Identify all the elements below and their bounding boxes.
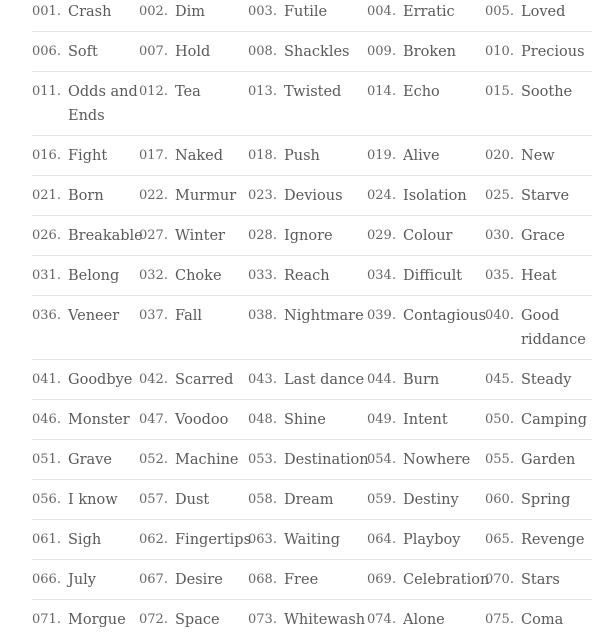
prompt-cell bbox=[32, 256, 139, 296]
prompt-word: Nightmare bbox=[284, 304, 366, 328]
prompt-word: Grave bbox=[68, 448, 138, 472]
prompt-word: Destiny bbox=[403, 488, 485, 512]
prompt-number: 027. bbox=[139, 224, 175, 248]
prompt-number: 016. bbox=[32, 144, 68, 168]
prompt-number: 067. bbox=[139, 568, 175, 592]
prompt-word: Alive bbox=[403, 144, 485, 168]
prompt-cell bbox=[367, 72, 485, 136]
table-row bbox=[32, 256, 592, 296]
prompt-number: 039. bbox=[367, 304, 403, 328]
prompt-cell bbox=[485, 0, 592, 32]
table-row bbox=[32, 600, 592, 639]
prompt-number: 047. bbox=[139, 408, 175, 432]
prompt-cell bbox=[485, 216, 592, 256]
prompt-cell bbox=[367, 520, 485, 560]
prompt-word: Intent bbox=[403, 408, 485, 432]
prompt-number: 068. bbox=[248, 568, 284, 592]
prompt-cell bbox=[248, 440, 367, 480]
prompt-cell bbox=[248, 256, 367, 296]
prompt-number: 048. bbox=[248, 408, 284, 432]
prompt-word: Futile bbox=[284, 0, 366, 24]
prompt-word: Naked bbox=[175, 144, 247, 168]
prompt-word: Revenge bbox=[521, 528, 591, 552]
prompt-cell bbox=[32, 72, 139, 136]
prompt-word: Spring bbox=[521, 488, 591, 512]
prompt-cell bbox=[32, 0, 139, 32]
table-row bbox=[32, 136, 592, 176]
prompt-word: Dream bbox=[284, 488, 366, 512]
prompt-word: Scarred bbox=[175, 368, 247, 392]
prompt-number: 032. bbox=[139, 264, 175, 288]
prompt-word: Shackles bbox=[284, 40, 366, 64]
table-row bbox=[32, 360, 592, 400]
prompt-cell bbox=[139, 32, 248, 72]
prompt-number: 043. bbox=[248, 368, 284, 392]
prompt-cell bbox=[367, 0, 485, 32]
prompt-word: Colour bbox=[403, 224, 485, 248]
prompt-table bbox=[32, 0, 592, 639]
prompt-number: 030. bbox=[485, 224, 521, 248]
prompt-cell bbox=[248, 176, 367, 216]
table-row bbox=[32, 296, 592, 360]
prompt-number: 012. bbox=[139, 80, 175, 104]
prompt-word: Reach bbox=[284, 264, 366, 288]
prompt-cell bbox=[367, 440, 485, 480]
prompt-number: 022. bbox=[139, 184, 175, 208]
prompt-number: 049. bbox=[367, 408, 403, 432]
prompt-number: 003. bbox=[248, 0, 284, 24]
prompt-word: Starve bbox=[521, 184, 591, 208]
prompt-cell bbox=[139, 360, 248, 400]
prompt-cell bbox=[139, 256, 248, 296]
prompt-number: 021. bbox=[32, 184, 68, 208]
prompt-number: 007. bbox=[139, 40, 175, 64]
prompt-word: Nowhere bbox=[403, 448, 485, 472]
prompt-word: Dust bbox=[175, 488, 247, 512]
prompt-cell bbox=[139, 72, 248, 136]
table-row bbox=[32, 480, 592, 520]
prompt-number: 025. bbox=[485, 184, 521, 208]
prompt-word: Playboy bbox=[403, 528, 485, 552]
prompt-cell bbox=[32, 136, 139, 176]
prompt-word: Coma bbox=[521, 608, 591, 632]
prompt-number: 018. bbox=[248, 144, 284, 168]
prompt-word: Alone bbox=[403, 608, 485, 632]
table-row bbox=[32, 560, 592, 600]
prompt-number: 062. bbox=[139, 528, 175, 552]
prompt-word: Garden bbox=[521, 448, 591, 472]
prompt-number: 014. bbox=[367, 80, 403, 104]
table-row bbox=[32, 0, 592, 32]
prompt-number: 065. bbox=[485, 528, 521, 552]
prompt-word: Soft bbox=[68, 40, 138, 64]
prompt-word: Echo bbox=[403, 80, 485, 104]
prompt-word: Last dance bbox=[284, 368, 366, 392]
prompt-cell bbox=[32, 216, 139, 256]
prompt-word: Breakable bbox=[68, 224, 138, 248]
prompt-number: 060. bbox=[485, 488, 521, 512]
prompt-word: Born bbox=[68, 184, 138, 208]
prompt-number: 008. bbox=[248, 40, 284, 64]
prompt-cell bbox=[367, 176, 485, 216]
prompt-number: 024. bbox=[367, 184, 403, 208]
table-row bbox=[32, 440, 592, 480]
prompt-word: Twisted bbox=[284, 80, 366, 104]
prompt-word: Loved bbox=[521, 0, 591, 24]
prompt-number: 037. bbox=[139, 304, 175, 328]
prompt-number: 050. bbox=[485, 408, 521, 432]
prompt-cell bbox=[367, 296, 485, 360]
prompt-cell bbox=[32, 600, 139, 639]
prompt-number: 052. bbox=[139, 448, 175, 472]
prompt-cell bbox=[139, 560, 248, 600]
prompt-word: Fall bbox=[175, 304, 247, 328]
prompt-number: 031. bbox=[32, 264, 68, 288]
prompt-word: Morgue bbox=[68, 608, 138, 632]
prompt-cell bbox=[32, 480, 139, 520]
prompt-number: 054. bbox=[367, 448, 403, 472]
prompt-cell bbox=[485, 560, 592, 600]
prompt-cell bbox=[485, 600, 592, 639]
prompt-word: Waiting bbox=[284, 528, 366, 552]
prompt-number: 002. bbox=[139, 0, 175, 24]
prompt-number: 061. bbox=[32, 528, 68, 552]
prompt-number: 001. bbox=[32, 0, 68, 24]
prompt-word: Destination bbox=[284, 448, 366, 472]
prompt-cell bbox=[485, 520, 592, 560]
prompt-cell bbox=[248, 520, 367, 560]
prompt-word: Belong bbox=[68, 264, 138, 288]
prompt-cell bbox=[367, 256, 485, 296]
prompt-word: Monster bbox=[68, 408, 138, 432]
prompt-table-body bbox=[32, 0, 592, 639]
prompt-word: Camping bbox=[521, 408, 591, 432]
prompt-cell bbox=[139, 176, 248, 216]
prompt-number: 074. bbox=[367, 608, 403, 632]
prompt-number: 053. bbox=[248, 448, 284, 472]
prompt-cell bbox=[367, 480, 485, 520]
prompt-number: 057. bbox=[139, 488, 175, 512]
prompt-cell bbox=[32, 296, 139, 360]
prompt-number: 009. bbox=[367, 40, 403, 64]
prompt-word: Heat bbox=[521, 264, 591, 288]
prompt-word: Free bbox=[284, 568, 366, 592]
prompt-word: Steady bbox=[521, 368, 591, 392]
prompt-word: Tea bbox=[175, 80, 247, 104]
prompt-number: 044. bbox=[367, 368, 403, 392]
prompt-number: 041. bbox=[32, 368, 68, 392]
table-row bbox=[32, 72, 592, 136]
prompt-cell bbox=[139, 600, 248, 639]
table-row bbox=[32, 176, 592, 216]
prompt-word: Isolation bbox=[403, 184, 485, 208]
prompt-number: 034. bbox=[367, 264, 403, 288]
prompt-word: New bbox=[521, 144, 591, 168]
prompt-number: 023. bbox=[248, 184, 284, 208]
prompt-cell bbox=[367, 400, 485, 440]
prompt-cell bbox=[485, 440, 592, 480]
prompt-number: 045. bbox=[485, 368, 521, 392]
prompt-number: 026. bbox=[32, 224, 68, 248]
table-row bbox=[32, 520, 592, 560]
prompt-word: Contagious bbox=[403, 304, 485, 328]
prompt-cell bbox=[367, 600, 485, 639]
prompt-number: 006. bbox=[32, 40, 68, 64]
prompt-cell bbox=[248, 360, 367, 400]
prompt-number: 029. bbox=[367, 224, 403, 248]
prompt-number: 070. bbox=[485, 568, 521, 592]
prompt-number: 075. bbox=[485, 608, 521, 632]
prompt-cell bbox=[485, 400, 592, 440]
prompt-word: Sigh bbox=[68, 528, 138, 552]
prompt-number: 069. bbox=[367, 568, 403, 592]
prompt-word: Difficult bbox=[403, 264, 485, 288]
prompt-word: Veneer bbox=[68, 304, 138, 328]
prompt-number: 010. bbox=[485, 40, 521, 64]
prompt-cell bbox=[32, 440, 139, 480]
prompt-cell bbox=[248, 32, 367, 72]
prompt-number: 028. bbox=[248, 224, 284, 248]
prompt-cell bbox=[139, 480, 248, 520]
prompt-cell bbox=[32, 32, 139, 72]
prompt-cell bbox=[32, 400, 139, 440]
prompt-cell bbox=[485, 176, 592, 216]
prompt-cell bbox=[248, 216, 367, 256]
prompt-number: 019. bbox=[367, 144, 403, 168]
prompt-cell bbox=[139, 296, 248, 360]
prompt-word: Whitewash bbox=[284, 608, 366, 632]
prompt-cell bbox=[485, 296, 592, 360]
prompt-cell bbox=[139, 440, 248, 480]
prompt-cell bbox=[248, 560, 367, 600]
prompt-word: Goodbye bbox=[68, 368, 138, 392]
prompt-word: I know bbox=[68, 488, 138, 512]
prompt-word: Space bbox=[175, 608, 247, 632]
prompt-word: Winter bbox=[175, 224, 247, 248]
prompt-number: 066. bbox=[32, 568, 68, 592]
prompt-number: 056. bbox=[32, 488, 68, 512]
prompt-word: Broken bbox=[403, 40, 485, 64]
prompt-number: 042. bbox=[139, 368, 175, 392]
prompt-number: 004. bbox=[367, 0, 403, 24]
prompt-number: 058. bbox=[248, 488, 284, 512]
prompt-word: Murmur bbox=[175, 184, 247, 208]
table-row bbox=[32, 400, 592, 440]
prompt-cell bbox=[485, 480, 592, 520]
prompt-number: 017. bbox=[139, 144, 175, 168]
table-row bbox=[32, 32, 592, 72]
prompt-cell bbox=[367, 560, 485, 600]
prompt-word: Dim bbox=[175, 0, 247, 24]
prompt-cell bbox=[485, 72, 592, 136]
prompt-number: 046. bbox=[32, 408, 68, 432]
prompt-cell bbox=[367, 216, 485, 256]
prompt-word: Celebration bbox=[403, 568, 485, 592]
prompt-cell bbox=[248, 0, 367, 32]
prompt-word: Machine bbox=[175, 448, 247, 472]
prompt-cell bbox=[139, 216, 248, 256]
prompt-number: 033. bbox=[248, 264, 284, 288]
prompt-word: Precious bbox=[521, 40, 591, 64]
prompt-word: Ignore bbox=[284, 224, 366, 248]
prompt-word: Devious bbox=[284, 184, 366, 208]
prompt-number: 055. bbox=[485, 448, 521, 472]
prompt-word: Choke bbox=[175, 264, 247, 288]
prompt-cell bbox=[485, 136, 592, 176]
table-row bbox=[32, 216, 592, 256]
prompt-number: 040. bbox=[485, 304, 521, 328]
prompt-word: Odds and Ends bbox=[68, 80, 138, 128]
prompt-word: Stars bbox=[521, 568, 591, 592]
prompt-cell bbox=[248, 296, 367, 360]
prompt-number: 072. bbox=[139, 608, 175, 632]
prompt-cell bbox=[139, 400, 248, 440]
prompt-cell bbox=[32, 520, 139, 560]
prompt-word: Good riddance bbox=[521, 304, 591, 352]
prompt-number: 035. bbox=[485, 264, 521, 288]
prompt-cell bbox=[32, 560, 139, 600]
prompt-cell bbox=[248, 480, 367, 520]
prompt-cell bbox=[485, 32, 592, 72]
prompt-cell bbox=[248, 136, 367, 176]
prompt-number: 036. bbox=[32, 304, 68, 328]
prompt-cell bbox=[485, 256, 592, 296]
prompt-number: 064. bbox=[367, 528, 403, 552]
prompt-number: 015. bbox=[485, 80, 521, 104]
prompt-cell bbox=[32, 176, 139, 216]
prompt-cell bbox=[248, 72, 367, 136]
prompt-number: 073. bbox=[248, 608, 284, 632]
prompt-word: Push bbox=[284, 144, 366, 168]
prompt-word: Soothe bbox=[521, 80, 591, 104]
prompt-cell bbox=[248, 400, 367, 440]
prompt-number: 005. bbox=[485, 0, 521, 24]
prompt-number: 059. bbox=[367, 488, 403, 512]
prompt-number: 011. bbox=[32, 80, 68, 104]
prompt-number: 013. bbox=[248, 80, 284, 104]
prompt-number: 063. bbox=[248, 528, 284, 552]
prompt-word: Grace bbox=[521, 224, 591, 248]
prompt-word: Shine bbox=[284, 408, 366, 432]
prompt-cell bbox=[367, 360, 485, 400]
prompt-cell bbox=[367, 136, 485, 176]
prompt-word: Erratic bbox=[403, 0, 485, 24]
prompt-number: 071. bbox=[32, 608, 68, 632]
prompt-cell bbox=[139, 0, 248, 32]
prompt-cell bbox=[139, 136, 248, 176]
prompt-cell bbox=[32, 360, 139, 400]
prompt-word: Fight bbox=[68, 144, 138, 168]
prompt-word: Fingertips bbox=[175, 528, 247, 552]
prompt-cell bbox=[485, 360, 592, 400]
prompt-word: Hold bbox=[175, 40, 247, 64]
prompt-word: Desire bbox=[175, 568, 247, 592]
prompt-word: Voodoo bbox=[175, 408, 247, 432]
prompt-word: Burn bbox=[403, 368, 485, 392]
prompt-cell bbox=[367, 32, 485, 72]
prompt-word: July bbox=[68, 568, 138, 592]
prompt-cell bbox=[139, 520, 248, 560]
prompt-number: 020. bbox=[485, 144, 521, 168]
prompt-number: 038. bbox=[248, 304, 284, 328]
prompt-cell bbox=[248, 600, 367, 639]
prompt-word: Crash bbox=[68, 0, 138, 24]
prompt-number: 051. bbox=[32, 448, 68, 472]
